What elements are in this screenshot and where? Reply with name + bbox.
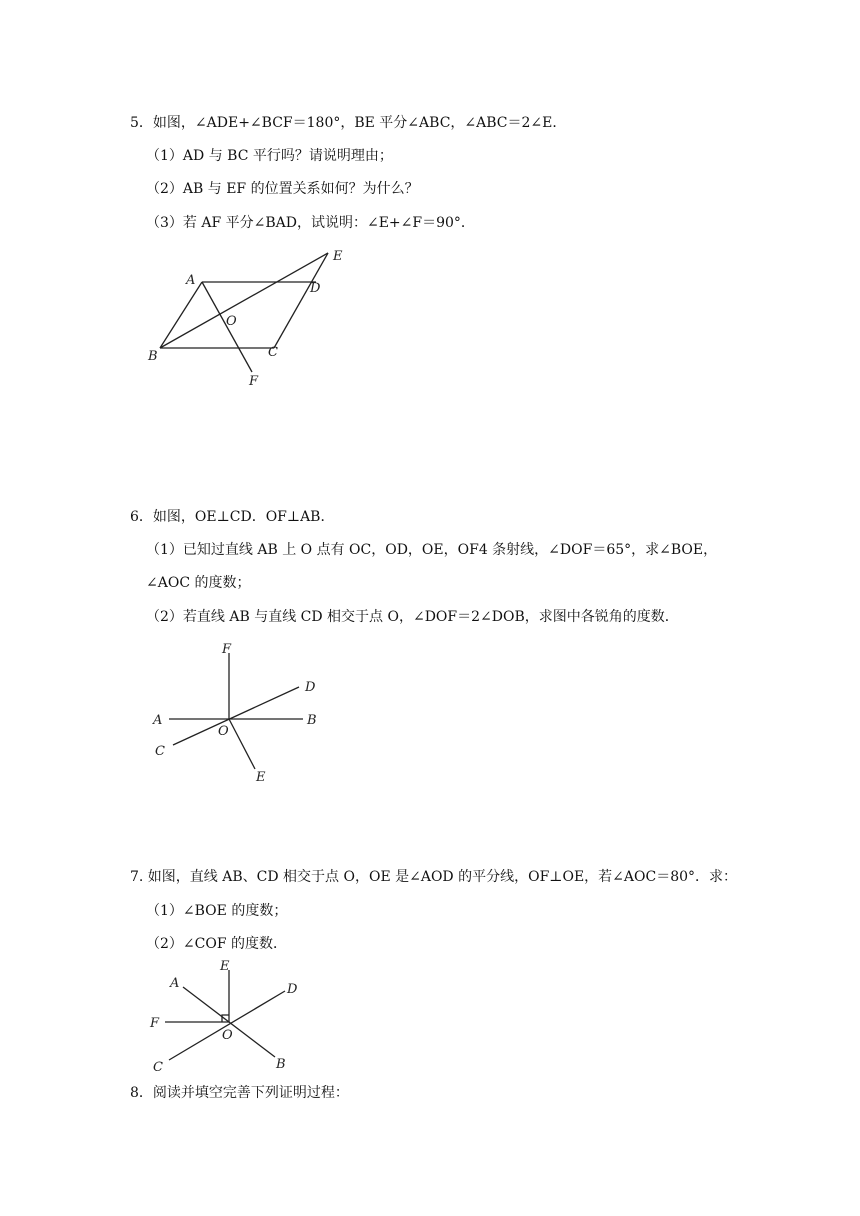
segment-ab [160, 282, 202, 348]
q6-part-2: （2）若直线 AB 与直线 CD 相交于点 O，∠DOF＝2∠DOB，求图中各锐角的度数． [146, 609, 679, 625]
label-d: D [310, 281, 321, 296]
label-a: A [186, 273, 196, 288]
label-c: C [268, 345, 278, 360]
segment-ec [274, 253, 328, 348]
label-e: E [256, 770, 266, 785]
q6-part-1-cont: ∠AOC 的度数； [146, 575, 251, 591]
label-e: E [333, 249, 343, 264]
label-c: C [153, 1060, 163, 1075]
label-f: F [222, 642, 232, 657]
q5-figure [140, 240, 360, 390]
q7-part-1: （1）∠BOE 的度数； [146, 903, 288, 919]
q5-stem: 5．如图，∠ADE+∠BCF＝180°，BE 平分∠ABC，∠ABC＝2∠E． [130, 115, 567, 131]
line-cd [173, 687, 299, 745]
q5-part-1: （1）AD 与 BC 平行吗？请说明理由； [146, 148, 393, 164]
q6-stem: 6．如图，OE⊥CD．OF⊥AB． [130, 509, 335, 525]
label-b: B [307, 713, 317, 728]
label-o: O [222, 1028, 233, 1043]
label-b: B [148, 349, 158, 364]
ray-oe [229, 719, 255, 769]
label-d: D [305, 680, 316, 695]
label-f: F [150, 1016, 160, 1031]
q7-stem: 7. 如图，直线 AB、CD 相交于点 O，OE 是∠AOD 的平分线，OF⊥OE，若∠AOC＝80°．求： [130, 869, 738, 885]
q5-part-3: （3）若 AF 平分∠BAD，试说明：∠E+∠F＝90°． [146, 215, 475, 231]
q7-figure [145, 955, 315, 1075]
label-d: D [287, 982, 298, 997]
label-a: A [153, 713, 163, 728]
q6-figure [145, 635, 335, 790]
segment-be [160, 253, 328, 348]
q7-part-2: （2）∠COF 的度数． [146, 936, 287, 952]
label-b: B [276, 1057, 286, 1072]
q5-part-2: （2）AB 与 EF 的位置关系如何？为什么？ [146, 181, 419, 197]
label-o: O [226, 314, 237, 329]
line-cd [169, 991, 285, 1060]
label-c: C [155, 744, 165, 759]
q6-part-1: （1）已知过直线 AB 上 O 点有 OC，OD，OE，OF4 条射线，∠DOF＝65°，求∠BOE， [146, 542, 718, 558]
label-a: A [170, 976, 180, 991]
label-e: E [220, 959, 230, 974]
q8-stem: 8．阅读并填空完善下列证明过程： [130, 1085, 349, 1101]
label-f: F [249, 374, 259, 389]
label-o: O [218, 724, 229, 739]
